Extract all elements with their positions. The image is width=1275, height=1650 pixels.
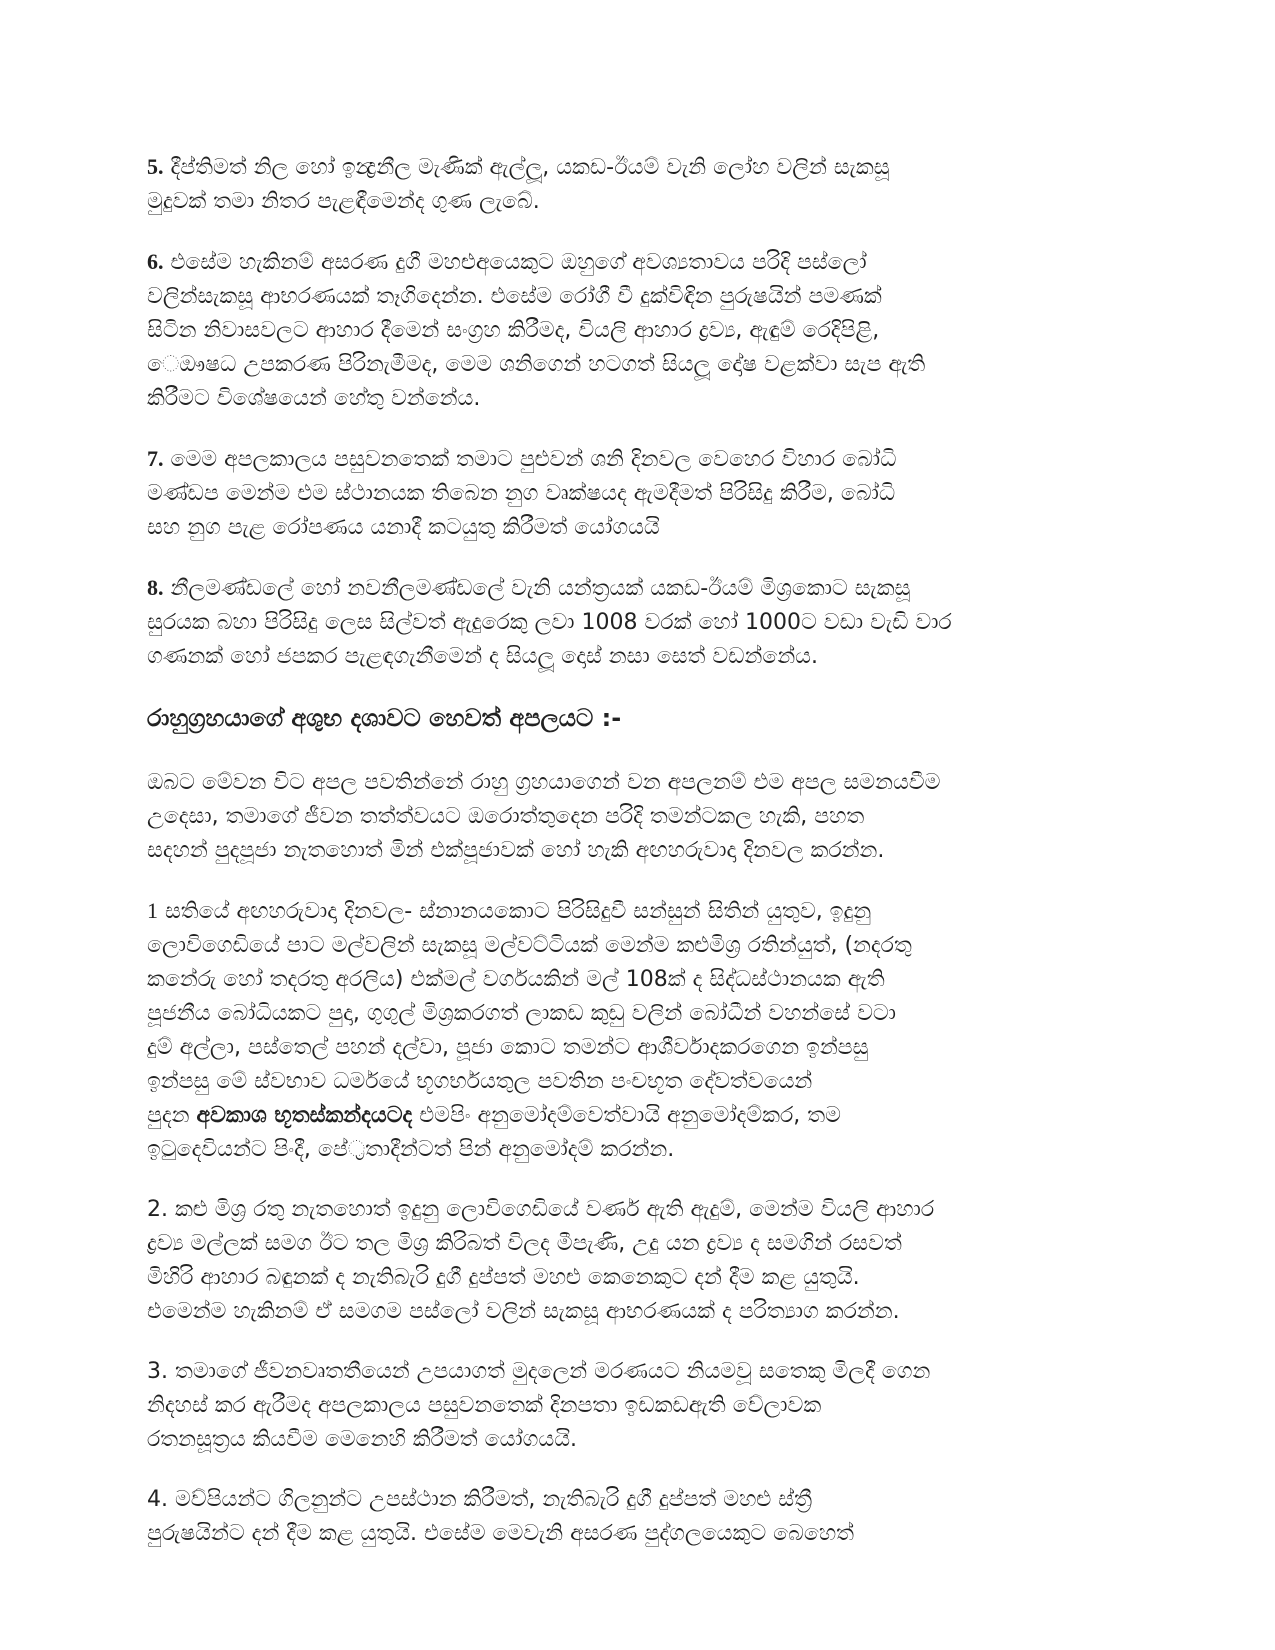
paragraph-number: 6. [147,249,164,274]
item-number: 1 [147,898,158,923]
paragraph-text: මෙම අපලකාලය පසුවනතෙක් තමාට පුළුවන් ශනි දිනවල වෙහෙර විහාර බෝධි මණ්ඩප මෙන්ම එම ස්ථානයක තිබෙන නුග වෘක්ෂයද ඇමදීමත් පිරිසිදු කිරීම, බෝධි සහ නුග පැළ රෝපණය යනාදී කටයුතු කිරීමත් යෝගයයි [147,447,897,540]
paragraph-number: 7. [147,446,164,471]
paragraph-6 [147,245,1107,416]
paragraph-7 [147,442,1107,545]
paragraph-8 [147,571,1107,674]
document-page [147,150,1107,1577]
intro-paragraph: ඔබට මේවන විට අපල පවතින්නේ රාහු ග්‍රහයාගෙන් වන අපලනම් එම අපල සමනයවීම උදෙසා, තමාගේ ජීවන තත්ත්වයට ඔරොත්තුදෙන පරිදි තමන්ටකල හැකි, පහත සදහන් පුදපූජා නැතහොත් මින් එක්පූජාවක් හෝ හැකි අඟහරුවාදා දිනවල කරන්න. [147,770,941,863]
section-heading: රාහුග්‍රහයාගේ අශුභ දශාවට හෙවත් අපලයට :- [147,704,622,732]
item-text-before: සතියේ අඟහරුවාදා දිනවල- ස්නානයකොට පිරිසිදුවී සන්සුන් සිතින් යුතුව, ඉදුනු ලොවිගෙඩියේ පාට මල්වලින් සැකසූ මල්වට්ටියක් මෙන්ම කළුමිශ්‍ර රතින්යුත්, (නදරතු කනේරු හෝ තදරතු අරලිය) එක්මල් වර්ගයකින් මල් 108ක් ද සිද්ධස්ථානයක ඇති පූජනීය බෝධියකට පුදා, ගුගුල් මිශ්‍රකරගත් ලාකඩ කුඩු වලින් බෝධීන් වහන්සේ වටා දුම් අල්ලා, පස්තෙල් පහන් දල්වා, පූජා කොට තමන්ට ආශීර්වාදකරගෙන ඉන්පසු ඉන්පසු මේ ස්වභාව ධර්මයේ භූගර්භයතුල පවතින පංචභූත දේවත්වයෙන් පුදන [147,899,912,1128]
paragraph-text: දීප්තිමත් නිල හෝ ඉන්‍ද්‍රනීල මැණික් ඇල්ලූ, යකඩ-ඊයම් වැනි ලෝහ වලින් සැකසූ මුදුවක් තමා නිතර පැළඳීමෙන්ද ගුණ ලැබේ. [147,155,890,214]
paragraph-5 [147,150,1107,219]
paragraph-number: 8. [147,575,164,600]
paragraph-text: එසේම හැකිනම් අසරණ දුගී මහළුඅයෙකුට ඔහුගේ අවශ්‍යතාවය පරිදි පස්ලෝ වලින්සැකසූ ආභරණයක් තෑගිදෙන්න. එසේම රෝගී වී දුක්විඳින පුරුෂයින් පමණක් සිටින නිවාසවලට ආහාර දීමෙන් සංග්‍රහ කිරීමද, වියලි ආහාර ද්‍රව්‍ය, ඇඳුම් රෙදිපිළි, ෙඖෂධ උපකරණ පිරිනැමීමද, මෙම ශනිගෙන් හටගත් සියලූ දෝෂ වළක්වා සැප ඇති කිරීමට විශේෂයෙන් හේතු වන්නේය. [147,250,926,411]
item-text-after: එමපිං අනුමෝදම්වෙත්වායි අනුමෝදම්කර, තම ඉටුදෙවියන්ට පිංදී, පේ්‍රතාදීන්ටත් පින් අනුමෝදම් කරන්න. [147,1103,841,1162]
item-4-paragraph: 4. මව්පියන්ට ගිලනුන්ට උපස්ථාන කිරීමත්, නැතිබැරි දුගී දුප්පත් මහළු ස්ත්‍රී පුරුෂයින්ට දන් දීම කළ යුතුයි. එසේම මෙවැනි අසරණ පුද්ගලයෙකුට බෙහෙත් [147,1487,855,1546]
item-3-paragraph: 3. තමාගේ ජීවනවෘතතීයෙන් උපයාගත් මුදලෙන් මරණයට නියමවූ සතෙකු මිලදී ගෙන නිදහස් කර ඇරීමද අපලකාලය පසුවනතෙක් දිනපතා ඉඩකඩඇති වේලාවක රතනසූත්‍රය කියවීම මෙනෙහි කිරීමත් යෝගයයි. [147,1359,931,1452]
item-2-paragraph: 2. කළු මිශ්‍ර රතු නැතහොත් ඉදුනු ලොවිගෙඩියේ වර්ණ ඇති ඇදුම්, මෙන්ම වියලි ආහාර ද්‍රව්‍ය මල්ලක් සමග ඊට තල මිශ්‍ර කිරිබත් විලද මීපැණි, උදු යන ද්‍රව්‍ය ද සමගින් රසවත් මිහිරි ආහාර බඳුනක් ද නැතිබැරි දුගී දුප්පත් මහළු කෙනෙකුට දන් දීම කළ යුතුයි. එමෙන්ම හැකිනම් ඒ සමගම පස්ලෝ වලින් සැකසූ ආභරණයක් ද පරිත්‍යාග කරන්න. [147,1197,935,1324]
paragraph-number: 5. [147,154,164,179]
paragraph-text: නීලමණ්ඩලේ හෝ නවනීලමණ්ඩලේ වැනි යන්ත්‍රයක් යකඩ-ඊයම් මිශ්‍රකොට සැකසූ සුරයක බහා පිරිසිදු ලෙස සිල්වත් ඇදුරෙකු ලවා 1008 වරක් හෝ 1000ට වඩා වැඩි වාර ගණනක් හෝ ජපකර පැළඳගැනීමෙන් ද සියලූ දොස් නසා සෙත් වඩන්නේය. [147,576,952,669]
item-bold-text: අවකාශ භූතස්කන්දයටද [196,1103,413,1128]
item-1-paragraph [147,894,1107,1167]
